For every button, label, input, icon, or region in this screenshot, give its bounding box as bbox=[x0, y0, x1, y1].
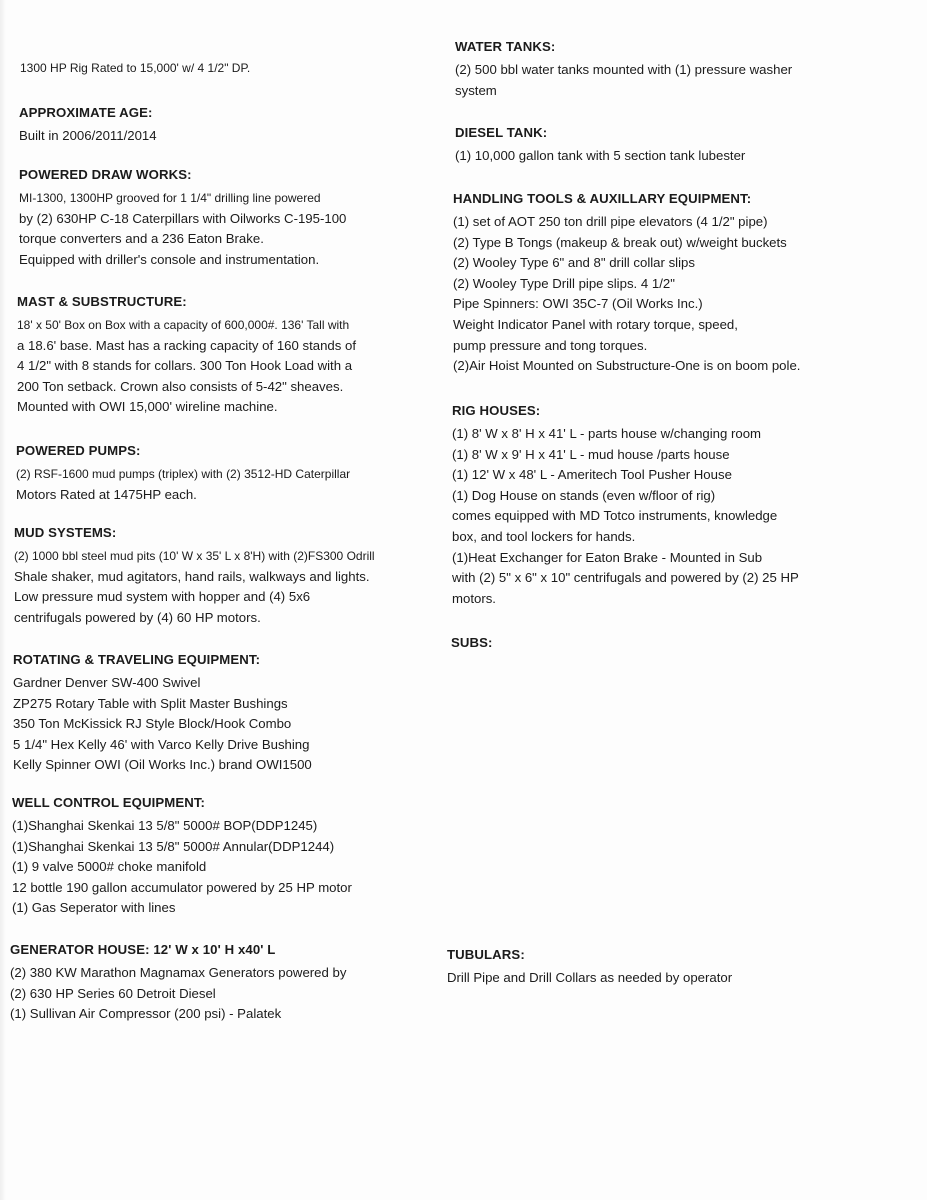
section-line: with (2) 5" x 6" x 10" centrifugals and powered by (2) 25 HP bbox=[452, 570, 799, 586]
section-line: (2) 630 HP Series 60 Detroit Diesel bbox=[10, 985, 216, 1001]
section-line: by (2) 630HP C-18 Caterpillars with Oilworks C-195-100 bbox=[19, 210, 347, 226]
section-line: (1) 8' W x 8' H x 41' L - parts house w/changing room bbox=[452, 426, 762, 441]
section-title: SUBS: bbox=[451, 635, 493, 650]
section-rotating-traveling-equipment bbox=[13, 651, 312, 776]
section-line: (1)Shanghai Skenkai 13 5/8" 5000# Annular(DDP1244) bbox=[12, 838, 335, 854]
section-line: Kelly Spinner OWI (Oil Works Inc.) brand OWI1500 bbox=[13, 757, 312, 773]
section-line: (1) 9 valve 5000# choke manifold bbox=[12, 859, 207, 875]
section-line: motors. bbox=[452, 590, 496, 606]
section-title: DIESEL TANK: bbox=[455, 125, 548, 140]
section-title: ROTATING & TRAVELING EQUIPMENT: bbox=[13, 652, 261, 667]
section-line: 5 1/4" Hex Kelly 46' with Varco Kelly Drive Bushing bbox=[13, 736, 310, 752]
section-line: Mounted with OWI 15,000' wireline machine. bbox=[17, 399, 278, 415]
section-title: TUBULARS: bbox=[447, 947, 525, 962]
section-approximate-age bbox=[19, 104, 157, 147]
section-line: Pipe Spinners: OWI 35C-7 (Oil Works Inc.) bbox=[453, 296, 703, 312]
section-line: 18' x 50' Box on Box with a capacity of 600,000#. 136' Tall with bbox=[17, 318, 350, 332]
section-line: (2) 500 bbl water tanks mounted with (1) pressure washer bbox=[455, 62, 793, 77]
section-line: comes equipped with MD Totco instruments, knowledge bbox=[452, 508, 778, 524]
section-line: (2) Wooley Type 6" and 8" drill collar slips bbox=[453, 255, 695, 271]
section-line: (1) set of AOT 250 ton drill pipe elevators (4 1/2" pipe) bbox=[453, 214, 768, 229]
section-line: Weight Indicator Panel with rotary torque, speed, bbox=[453, 316, 738, 332]
section-tubulars bbox=[447, 946, 732, 989]
section-handling-tools bbox=[453, 190, 800, 377]
section-title: MAST & SUBSTRUCTURE: bbox=[17, 294, 187, 309]
section-line: 12 bottle 190 gallon accumulator powered by 25 HP motor bbox=[12, 879, 352, 895]
section-line: 200 Ton setback. Crown also consists of 5-42" sheaves. bbox=[17, 378, 344, 394]
section-subs bbox=[451, 634, 493, 656]
section-line: (2) Type B Tongs (makeup & break out) w/weight buckets bbox=[453, 234, 787, 250]
section-line: (2) RSF-1600 mud pumps (triplex) with (2) 3512-HD Caterpillar bbox=[16, 467, 351, 481]
section-mast-substructure bbox=[17, 293, 356, 418]
section-title: HANDLING TOOLS & AUXILLARY EQUIPMENT: bbox=[453, 191, 752, 206]
section-powered-pumps bbox=[16, 442, 350, 505]
section-line: centrifugals powered by (4) 60 HP motors. bbox=[14, 609, 261, 625]
section-line: (2) 380 KW Marathon Magnamax Generators powered by bbox=[10, 965, 347, 980]
section-line: Shale shaker, mud agitators, hand rails, walkways and lights. bbox=[14, 568, 370, 584]
section-line: MI-1300, 1300HP grooved for 1 1/4" drilling line powered bbox=[19, 191, 321, 205]
section-title: POWERED PUMPS: bbox=[16, 443, 141, 458]
section-line: (1) Gas Seperator with lines bbox=[12, 900, 176, 916]
section-line: Gardner Denver SW-400 Swivel bbox=[13, 675, 201, 690]
section-generator-house bbox=[10, 941, 346, 1025]
section-title: WELL CONTROL EQUIPMENT: bbox=[12, 795, 206, 810]
section-line: Low pressure mud system with hopper and (4) 5x6 bbox=[14, 589, 311, 605]
section-line: 4 1/2" with 8 stands for collars. 300 Ton Hook Load with a bbox=[17, 358, 353, 374]
section-line: (1) Dog House on stands (even w/floor of rig) bbox=[452, 487, 716, 503]
section-line: (1)Shanghai Skenkai 13 5/8" 5000# BOP(DDP1245) bbox=[12, 818, 318, 833]
section-line: system bbox=[455, 82, 497, 98]
section-line: (2) Wooley Type Drill pipe slips. 4 1/2" bbox=[453, 275, 675, 291]
section-line: (1) Sullivan Air Compressor (200 psi) - Palatek bbox=[10, 1006, 282, 1022]
section-line: (2) 1000 bbl steel mud pits (10' W x 35' L x 8'H) with (2)FS300 Odrill bbox=[14, 549, 375, 563]
section-title: RIG HOUSES: bbox=[452, 403, 541, 418]
section-line: (1)Heat Exchanger for Eaton Brake - Mounted in Sub bbox=[452, 549, 763, 565]
section-line: (1) 10,000 gallon tank with 5 section tank lubester bbox=[455, 148, 746, 163]
section-line: box, and tool lockers for hands. bbox=[452, 528, 636, 544]
section-title: POWERED DRAW WORKS: bbox=[19, 167, 192, 182]
section-water-tanks bbox=[455, 38, 792, 101]
scan-edge-shadow bbox=[0, 0, 6, 1200]
section-powered-draw-works bbox=[19, 166, 346, 270]
section-title: GENERATOR HOUSE: 12' W x 10' H x40' L bbox=[10, 942, 276, 957]
intro-text: 1300 HP Rig Rated to 15,000' w/ 4 1/2" DP. bbox=[20, 61, 251, 75]
section-line: (2)Air Hoist Mounted on Substructure-One is on boom pole. bbox=[453, 358, 801, 374]
section-title: WATER TANKS: bbox=[455, 39, 556, 54]
section-well-control-equipment bbox=[12, 794, 352, 919]
section-rig-houses bbox=[452, 402, 799, 609]
section-line: pump pressure and tong torques. bbox=[453, 337, 648, 353]
section-line: Equipped with driller's console and instrumentation. bbox=[19, 251, 320, 267]
section-line: Drill Pipe and Drill Collars as needed by operator bbox=[447, 970, 733, 985]
section-line: (1) 12' W x 48' L - Ameritech Tool Pusher House bbox=[452, 467, 732, 483]
section-line: 350 Ton McKissick RJ Style Block/Hook Combo bbox=[13, 716, 292, 732]
section-title: MUD SYSTEMS: bbox=[14, 525, 117, 540]
section-line: (1) 8' W x 9' H x 41' L - mud house /parts house bbox=[452, 446, 730, 462]
section-line: Motors Rated at 1475HP each. bbox=[16, 486, 197, 502]
section-line: ZP275 Rotary Table with Split Master Bushings bbox=[13, 695, 288, 711]
section-diesel-tank bbox=[455, 124, 745, 167]
section-line: Built in 2006/2011/2014 bbox=[19, 128, 157, 143]
rig-rating-intro bbox=[20, 58, 250, 79]
section-line: torque converters and a 236 Eaton Brake. bbox=[19, 231, 264, 247]
section-line: a 18.6' base. Mast has a racking capacity of 160 stands of bbox=[17, 337, 356, 353]
section-mud-systems bbox=[14, 524, 375, 628]
section-title: APPROXIMATE AGE: bbox=[19, 105, 153, 120]
